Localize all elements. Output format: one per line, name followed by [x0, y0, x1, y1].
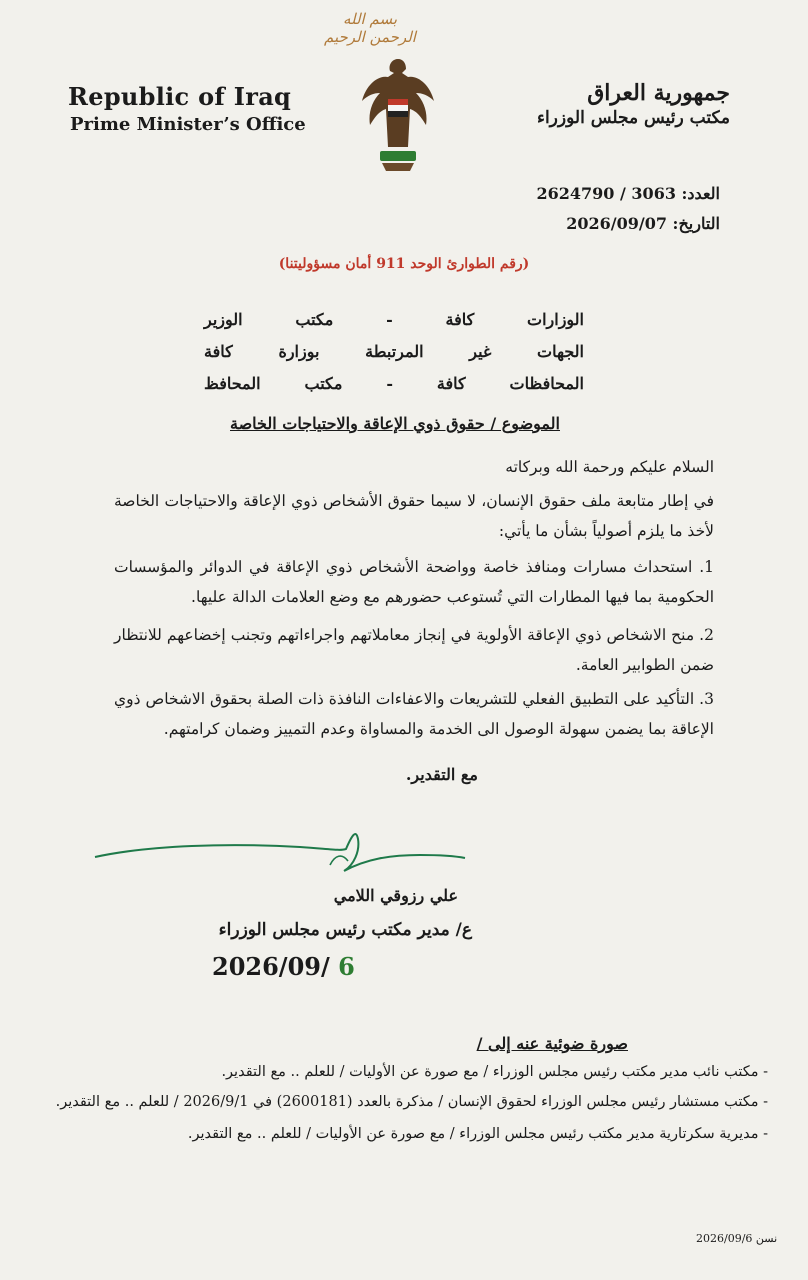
greeting: السلام عليكم ورحمة الله وبركاته — [505, 458, 714, 476]
emergency-hotline: (رقم الطوارئ الوحد 911 أمان مسؤوليتنا) — [278, 256, 530, 272]
point-number: 2. — [699, 626, 714, 644]
republic-title-ar: جمهورية العراق — [587, 80, 730, 106]
point-text: منح الاشخاص ذوي الإعاقة الأولوية في إنجاز معاملاتهم واجراءاتهم وتجنب إخضاعهم للانتظار ضمن الطوابير العامة. — [114, 626, 714, 674]
point-text: استحداث مسارات ومنافذ خاصة وواضحة الأشخاص ذوي الإعاقة في الدوائر والمؤسسات الحكومية بما فيها المطارات التي تُستوعب حضورهم مع وضع العلامات الدالة عليها. — [114, 558, 714, 606]
point-text: التأكيد على التطبيق الفعلي للتشريعات والاعفاءات النافذة ذات الصلة بحقوق الاشخاص ذوي الإعاقة بما يضمن سهولة الوصول الى الخدمة والمساواة وعدم التمييز وضمان كرامتهم. — [114, 690, 714, 738]
signature-date — [212, 952, 355, 981]
addressee-line: الجهات غير المرتبطة بوزارة كافة — [204, 342, 584, 361]
addressee-line: الوزارات كافة - مكتب الوزير — [204, 310, 584, 329]
cc-item: - مديرية سكرتارية مدير مكتب رئيس مجلس الوزراء / مع صورة عن الأوليات / للعلم .. مع التقدير. — [187, 1126, 768, 1142]
point-item — [114, 552, 714, 612]
basmala: بسم الله الرحمن الرحيم — [324, 10, 416, 46]
point-number: 1. — [699, 558, 715, 576]
point-number: 3. — [699, 690, 714, 708]
intro-paragraph: في إطار متابعة ملف حقوق الإنسان، لا سيما حقوق الأشخاص ذوي الإعاقة والاحتياجات الخاصة لأخذ ما يلزم أصولياً بشأن ما يأتي: — [114, 492, 714, 540]
office-title-en: Prime Minister’s Office — [70, 114, 306, 135]
addressee-line: المحافظات كافة - مكتب المحافظ — [204, 374, 584, 393]
reference-number: العدد: 3063 / 2624790 — [536, 184, 720, 203]
document-date: التاريخ: 2026/09/07 — [566, 214, 720, 233]
signature-date-prefix: 2026/09/ — [212, 952, 330, 981]
cc-item: - مكتب مستشار رئيس مجلس الوزراء لحقوق الإنسان / مذكرة بالعدد (2600181) في 2026/9/1 / للعلم .. مع التقدير. — [55, 1094, 768, 1110]
point-item — [114, 684, 714, 744]
signer-title: ع/ مدير مكتب رئيس مجلس الوزراء — [218, 920, 472, 940]
eagle-emblem-icon — [358, 55, 438, 175]
handwritten-signature — [90, 825, 470, 885]
signer-name: علي رزوقي اللامي — [333, 886, 458, 905]
cc-title: صورة ضوئية عنه إلى / — [476, 1034, 628, 1053]
office-title-ar: مكتب رئيس مجلس الوزراء — [536, 108, 730, 128]
subject-line: الموضوع / حقوق ذوي الإعاقة والاحتياجات الخاصة — [230, 414, 560, 433]
point-item — [114, 620, 714, 680]
closing-line: مع التقدير. — [405, 765, 478, 784]
cc-item: - مكتب نائب مدير مكتب رئيس مجلس الوزراء / مع صورة عن الأوليات / للعلم .. مع التقدير. — [221, 1064, 768, 1080]
signature-date-day: 6 — [338, 952, 355, 981]
footer-copy-date: نسن 2026/09/6 — [696, 1232, 778, 1245]
republic-title-en: Republic of Iraq — [68, 82, 292, 111]
